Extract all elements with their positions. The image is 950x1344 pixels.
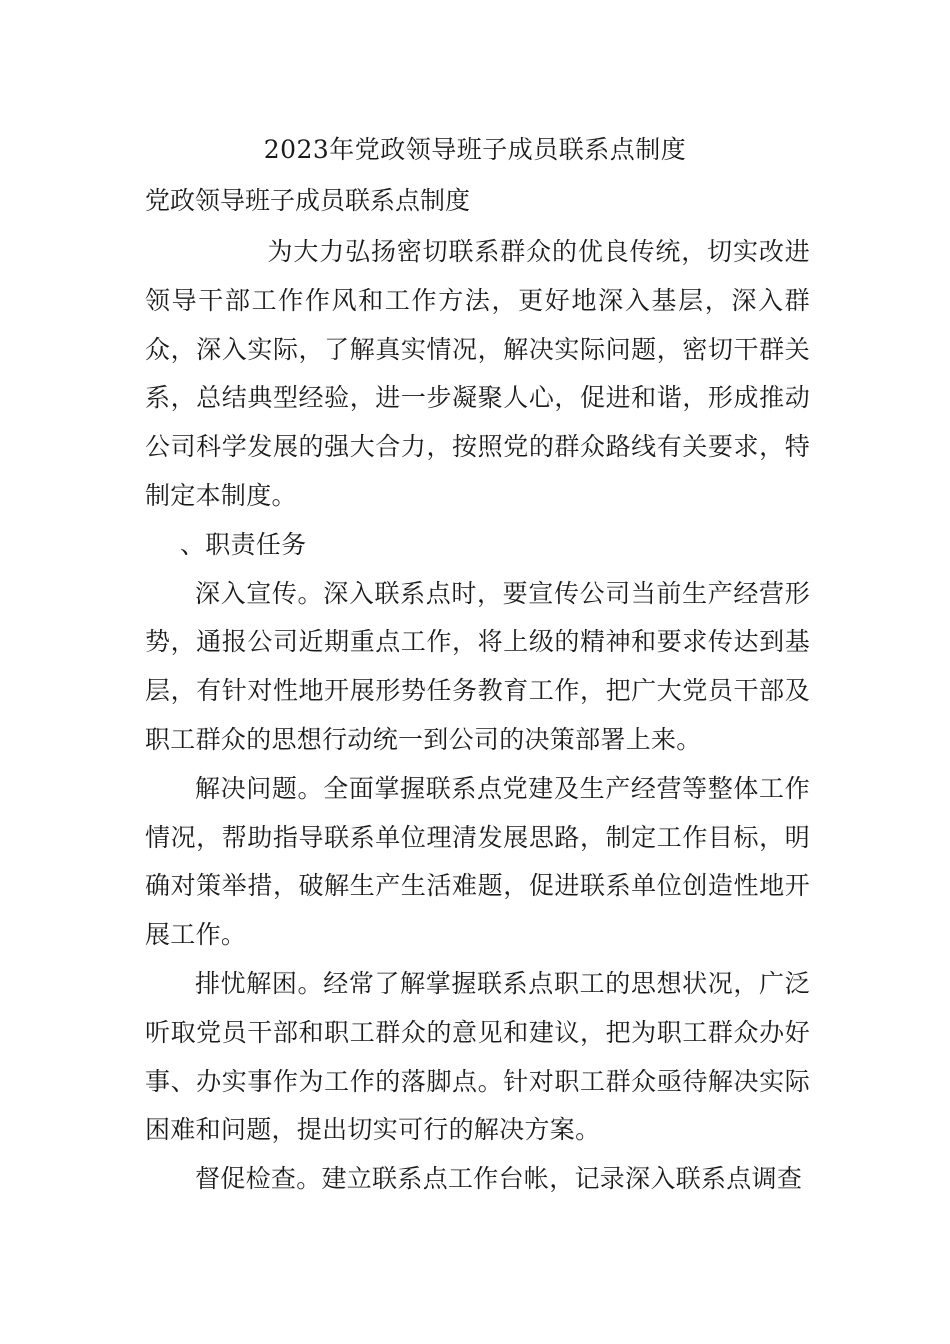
document-title: 2023年党政领导班子成员联系点制度 (263, 135, 687, 164)
section-heading-duties: 、职责任务 (180, 529, 307, 559)
document-subtitle: 党政领导班子成员联系点制度 (145, 186, 471, 215)
paragraph-supervision: 督促检查。建立联系点工作台帐，记录深入联系点调查 (195, 1164, 803, 1194)
paragraph-publicity: 深入宣传。深入联系点时，要宣传公司当前生产经营形势，通报公司近期重点工作，将上级的精神和要求传达到基层，有针对性地开展形势任务教育工作，把广大党员干部及职工群众的思想行动统一到公司的决策部署上来。 (145, 578, 810, 754)
paragraph-relief: 排忧解困。经常了解掌握联系点职工的思想状况，广泛听取党员干部和职工群众的意见和建议，把为职工群众办好事、办实事作为工作的落脚点。针对职工群众亟待解决实际困难和问题，提出切实可行的解决方案。 (145, 968, 810, 1145)
document-body (145, 228, 810, 1204)
paragraph-intro: 为大力弘扬密切联系群众的优良传统，切实改进领导干部工作作风和工作方法，更好地深入基层，深入群众，深入实际，了解真实情况，解决实际问题，密切干群关系，总结典型经验，进一步凝聚人心，促进和谐，形成推动公司科学发展的强大合力，按照党的群众路线有关要求，特制定本制度。 (145, 237, 810, 510)
paragraph-problem-solving: 解决问题。全面掌握联系点党建及生产经营等整体工作情况，帮助指导联系单位理清发展思路，制定工作目标，明确对策举措，破解生产生活难题，促进联系单位创造性地开展工作。 (145, 773, 810, 950)
